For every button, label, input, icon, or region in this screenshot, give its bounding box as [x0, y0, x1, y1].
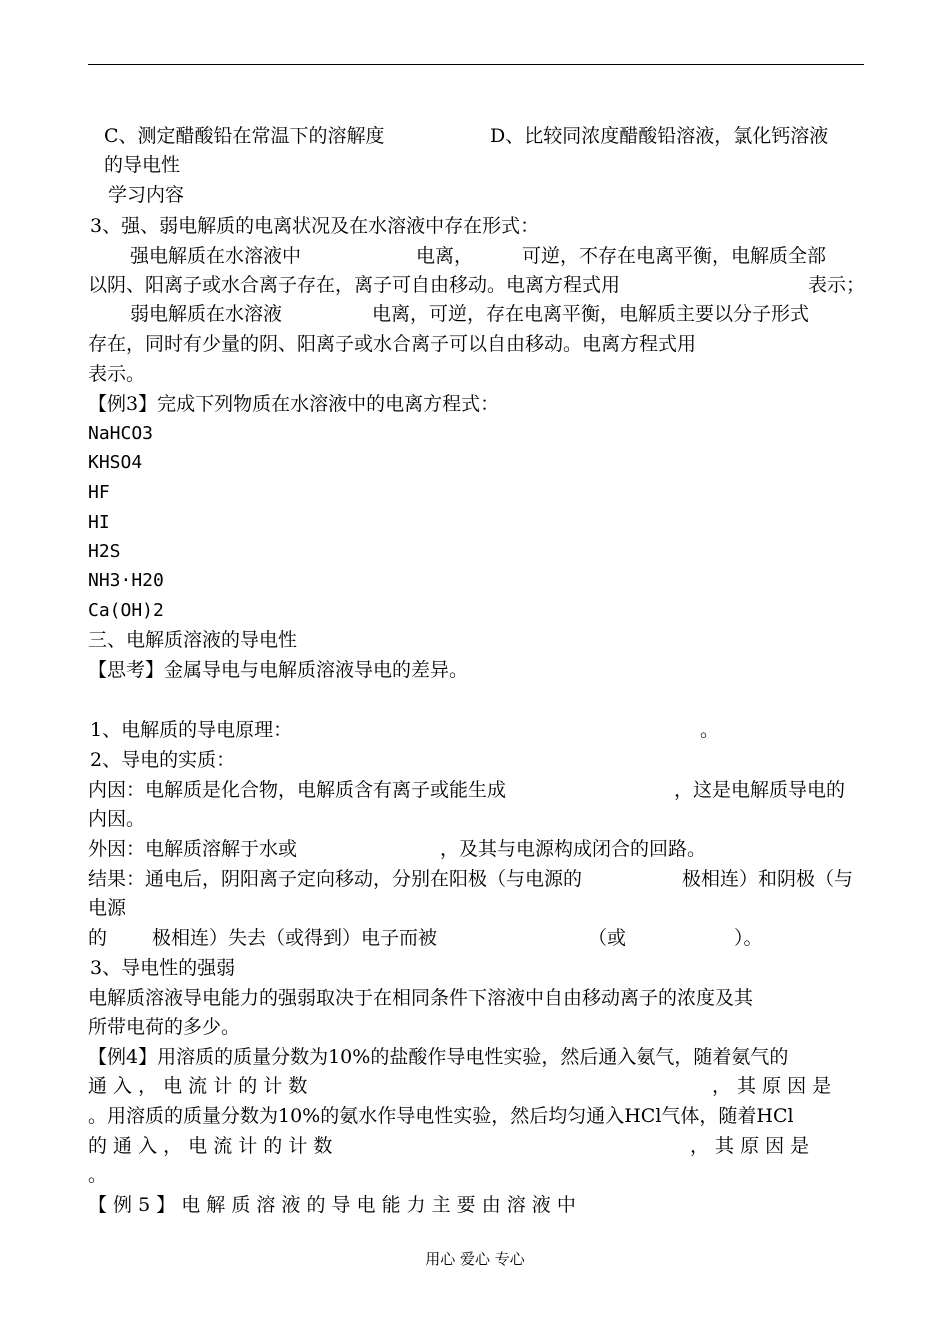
text-line: 【 例 5 】 电 解 质 溶 液 的 导 电 能 力 主 要 由 溶 液 中	[88, 1194, 576, 1216]
text-line: 外因：电解质溶解于水或	[88, 838, 298, 860]
text-line: 通 入 ， 电 流 计 的 计 数	[88, 1075, 308, 1097]
text-line: 【例4】用溶质的质量分数为10%的盐酸作导电性实验，然后通入氨气，随着氨气的	[88, 1046, 789, 1068]
text-line: 强电解质在水溶液中	[130, 245, 302, 267]
text-line: 表示。	[88, 363, 146, 385]
text-line: 电解质溶液导电能力的强弱取决于在相同条件下溶液中自由移动离子的浓度及其	[88, 987, 754, 1009]
text-line: 的 通 入 ， 电 流 计 的 计 数	[88, 1135, 333, 1157]
text-line: 所带电荷的多少。	[88, 1016, 241, 1038]
text-line: 3、导电性的强弱	[90, 957, 236, 979]
text-line: 【例3】完成下列物质在水溶液中的电离方程式：	[88, 393, 500, 415]
text-line: ）。	[734, 927, 763, 949]
text-line: 电源	[88, 897, 127, 919]
text-line: 极相连）和阴极（与	[682, 868, 854, 890]
text-line: NH3·H20	[88, 570, 164, 591]
text-line: 三、电解质溶液的导电性	[88, 629, 298, 651]
text-line: （或	[588, 927, 627, 949]
text-line: 内因。	[88, 808, 146, 830]
text-line: 3、强、弱电解质的电离状况及在水溶液中存在形式：	[90, 215, 540, 237]
text-line: HI	[88, 512, 110, 533]
text-line: D、比较同浓度醋酸铅溶液，氯化钙溶液	[490, 125, 829, 147]
text-line: 可逆，不存在电离平衡，电解质全部	[522, 245, 827, 267]
text-line: KHSO4	[88, 452, 143, 473]
text-line: 结果：通电后，阴阳离子定向移动，分别在阳极（与电源的	[88, 868, 583, 890]
text-line: 【思考】金属导电与电解质溶液导电的差异。	[88, 659, 469, 681]
text-line: 存在，同时有少量的阴、阳离子或水合离子可以自由移动。电离方程式用	[88, 333, 697, 355]
text-line: 。	[700, 719, 720, 741]
text-line: 1、电解质的导电原理：	[90, 719, 293, 741]
text-line: 。	[88, 1164, 108, 1186]
text-line: ，这是电解质导电的	[674, 779, 846, 801]
page-footer: 用心 爱心 专心	[425, 1250, 525, 1268]
header-rule	[88, 64, 864, 65]
text-line: 内因：电解质是化合物，电解质含有离子或能生成	[88, 779, 507, 801]
text-line: 电离，可逆，存在电离平衡，电解质主要以分子形式	[372, 303, 810, 325]
text-line: ， 其 原 因 是	[712, 1075, 832, 1097]
text-line: 学习内容	[108, 184, 185, 206]
text-line: Ca(OH)2	[88, 600, 164, 621]
text-line: 的	[88, 927, 108, 949]
text-line: H2S	[88, 541, 121, 562]
text-line: ，及其与电源构成闭合的回路。	[440, 838, 707, 860]
text-line: 以阴、阳离子或水合离子存在，离子可自由移动。电离方程式用	[88, 274, 621, 296]
text-line: HF	[88, 482, 110, 503]
text-line: NaHCO3	[88, 423, 154, 444]
text-line: C、测定醋酸铅在常温下的溶解度	[104, 125, 385, 147]
text-line: 的导电性	[104, 154, 181, 176]
text-line: 电离，	[416, 245, 474, 267]
text-line: 弱电解质在水溶液	[130, 303, 283, 325]
text-line: 表示；	[808, 274, 866, 296]
text-line: 极相连）失去（或得到）电子而被	[152, 927, 438, 949]
text-line: 2、导电的实质：	[90, 749, 236, 771]
text-line: 。用溶质的质量分数为10%的氨水作导电性实验，然后均匀通入HCl气体，随着HCl	[88, 1105, 794, 1127]
text-line: ， 其 原 因 是	[690, 1135, 810, 1157]
